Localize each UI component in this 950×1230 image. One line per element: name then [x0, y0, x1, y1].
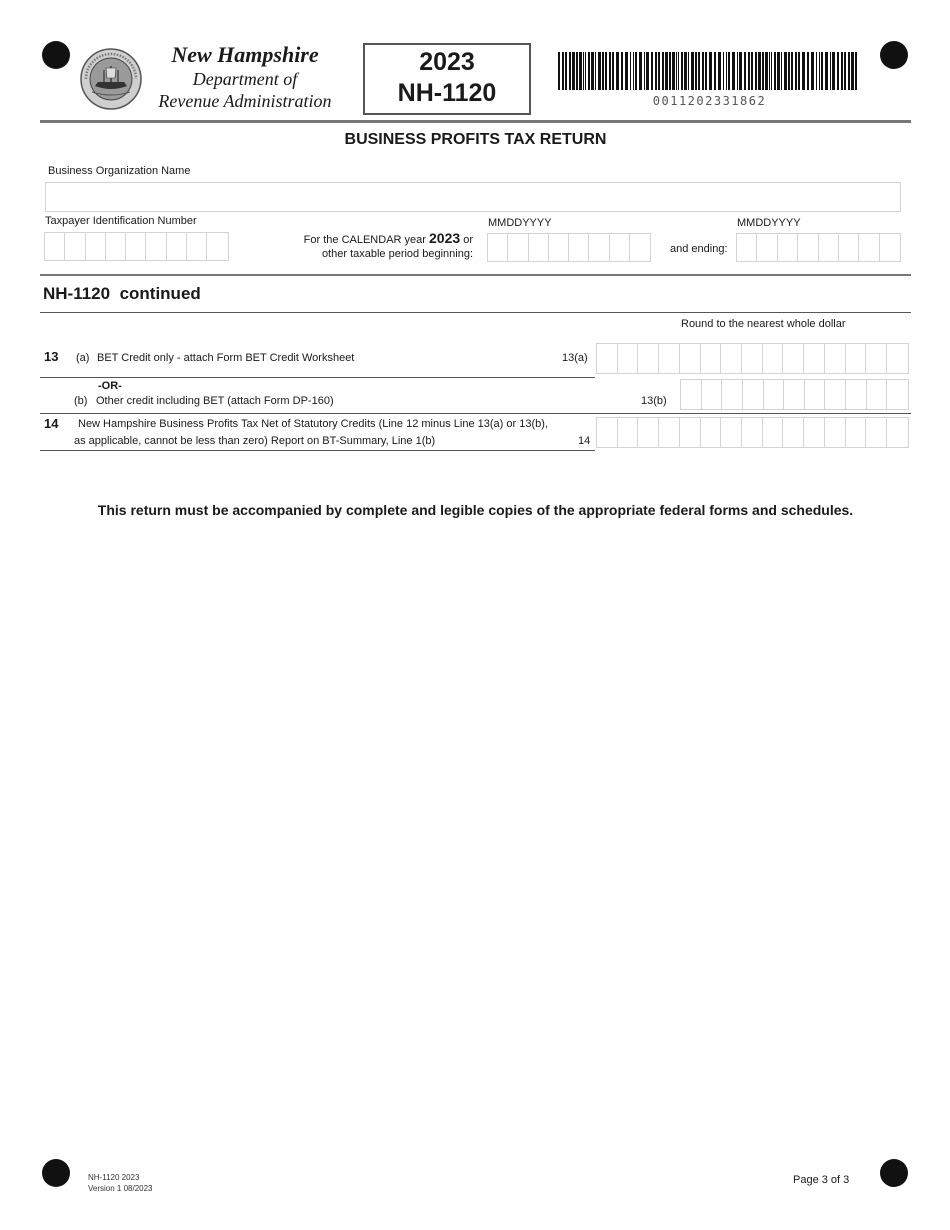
barcode-bar: [655, 52, 657, 90]
barcode-bar: [612, 52, 614, 90]
digit-cell: [680, 418, 701, 447]
barcode-bar: [802, 52, 805, 90]
digit-cell: [597, 344, 618, 373]
barcode-bar: [646, 52, 649, 90]
section-heading-form: NH-1120: [43, 284, 111, 303]
barcode: [558, 52, 861, 90]
agency-name: [140, 42, 350, 112]
barcode-bar: [819, 52, 820, 90]
barcode-bar: [771, 52, 772, 90]
line-13-or: -OR-: [98, 380, 122, 392]
digit-cell: [846, 418, 867, 447]
barcode-bar: [681, 52, 683, 90]
digit-cell: [804, 344, 825, 373]
fields-divider: [40, 274, 911, 276]
digit-cell: [680, 344, 701, 373]
department-line-2: Revenue Administration: [158, 91, 332, 111]
barcode-bar: [588, 52, 590, 90]
digit-cell: [825, 380, 846, 409]
line-13b-ref: 13(b): [641, 395, 667, 407]
department-line-1: Department of: [192, 69, 298, 89]
registration-mark-bottom-left: [42, 1159, 70, 1187]
barcode-bar: [726, 52, 727, 90]
barcode-bar: [811, 52, 814, 90]
barcode-bar: [748, 52, 750, 90]
state-seal-icon: [80, 48, 142, 110]
end-date-format: MMDDYYYY: [737, 217, 801, 229]
barcode-bar: [609, 52, 611, 90]
digit-cell: [866, 344, 887, 373]
barcode-bar: [665, 52, 668, 90]
barcode-bar: [795, 52, 797, 90]
digit-cell: [638, 344, 659, 373]
digit-cell: [846, 380, 867, 409]
line-14-text-1: New Hampshire Business Profits Tax Net of Statutory Credits (Line 12 minus Line 13(a) or 13(b),: [78, 418, 548, 430]
barcode-bar: [576, 52, 578, 90]
line-13b-underline: [40, 413, 911, 414]
form-id-box: [363, 43, 531, 115]
digit-cell: [846, 344, 867, 373]
end-date-field[interactable]: [736, 233, 901, 262]
barcode-bar: [709, 52, 712, 90]
digit-cell: [743, 380, 764, 409]
barcode-bar: [739, 52, 742, 90]
barcode-bar: [688, 52, 689, 90]
barcode-bar: [651, 52, 653, 90]
barcode-bar: [837, 52, 839, 90]
barcode-bar: [691, 52, 694, 90]
barcode-bar: [572, 52, 575, 90]
barcode-bar: [855, 52, 857, 90]
barcode-bar: [639, 52, 642, 90]
barcode-bar: [625, 52, 628, 90]
digit-cell: [721, 418, 742, 447]
barcode-bar: [672, 52, 675, 90]
calendar-text-post: or: [463, 234, 473, 246]
barcode-bar: [684, 52, 687, 90]
digit-cell: [618, 344, 639, 373]
line-13b-letter: (b): [74, 395, 88, 407]
barcode-bar: [633, 52, 634, 90]
registration-mark-bottom-right: [880, 1159, 908, 1187]
barcode-bar: [718, 52, 721, 90]
header-divider: [40, 120, 911, 123]
barcode-bar: [598, 52, 601, 90]
registration-mark-top-right: [880, 41, 908, 69]
barcode-bar: [714, 52, 716, 90]
barcode-bar: [678, 52, 679, 90]
digit-cell: [825, 418, 846, 447]
digit-cell: [804, 418, 825, 447]
barcode-bar: [844, 52, 846, 90]
barcode-bar: [705, 52, 707, 90]
rounding-note: Round to the nearest whole dollar: [681, 318, 846, 330]
line-13a-underline: [40, 377, 595, 378]
line-13a-letter: (a): [76, 352, 90, 364]
barcode-bar: [602, 52, 604, 90]
barcode-bar: [616, 52, 619, 90]
line-14-amount-field[interactable]: [596, 417, 909, 448]
line-13a-text: BET Credit only - attach Form BET Credit Worksheet: [97, 352, 355, 364]
barcode-bar: [565, 52, 567, 90]
footer-version: Version 1 08/2023: [88, 1184, 153, 1193]
barcode-bar: [662, 52, 664, 90]
barcode-bar: [595, 52, 596, 90]
barcode-bar: [621, 52, 623, 90]
barcode-bar: [669, 52, 671, 90]
barcode-bar: [830, 52, 831, 90]
page-number: Page 3 of 3: [793, 1174, 850, 1186]
barcode-bar: [777, 52, 780, 90]
digit-cell: [763, 418, 784, 447]
digit-cell: [783, 344, 804, 373]
barcode-bar: [695, 52, 697, 90]
line-13b-amount-field[interactable]: [680, 379, 909, 410]
barcode-bar: [825, 52, 828, 90]
barcode-bar: [737, 52, 738, 90]
line-13b-text: Other credit including BET (attach Form DP-160): [96, 395, 334, 407]
barcode-bar: [558, 52, 560, 90]
ending-label: and ending:: [670, 243, 728, 255]
barcode-bar: [765, 52, 768, 90]
line-13a-amount-field[interactable]: [596, 343, 909, 374]
barcode-bar: [744, 52, 746, 90]
digit-cell: [618, 418, 639, 447]
barcode-bar: [591, 52, 594, 90]
digit-cell: [722, 380, 743, 409]
form-title: BUSINESS PROFITS TAX RETURN: [344, 131, 607, 148]
line-14-ref: 14: [578, 435, 591, 447]
digit-cell: [742, 344, 763, 373]
barcode-bar: [751, 52, 753, 90]
footer-form-id: [88, 1172, 153, 1194]
barcode-bar: [774, 52, 776, 90]
barcode-bar: [702, 52, 704, 90]
calendar-year-text: [280, 230, 473, 248]
tin-label: Taxpayer Identification Number: [45, 215, 197, 227]
digit-cell: [681, 380, 702, 409]
barcode-bar: [769, 52, 770, 90]
digit-cell: [659, 344, 680, 373]
barcode-number: 0011202331862: [652, 94, 767, 108]
barcode-bar: [579, 52, 582, 90]
state-name: New Hampshire: [171, 42, 319, 67]
digit-cell: [701, 344, 722, 373]
barcode-bar: [807, 52, 809, 90]
digit-cell: [887, 344, 908, 373]
barcode-bar: [658, 52, 660, 90]
barcode-bar: [762, 52, 764, 90]
digit-cell: [702, 380, 723, 409]
barcode-bar: [781, 52, 782, 90]
registration-mark-top-left: [42, 41, 70, 69]
digit-cell: [887, 380, 908, 409]
barcode-bar: [635, 52, 637, 90]
footer-form-number: NH-1120 2023: [88, 1173, 140, 1182]
digit-cell: [701, 418, 722, 447]
barcode-bar: [841, 52, 843, 90]
digit-cell: [866, 418, 887, 447]
section-heading-suffix: continued: [119, 284, 201, 303]
begin-date-format: MMDDYYYY: [488, 217, 552, 229]
barcode-bar: [851, 52, 854, 90]
barcode-bar: [562, 52, 564, 90]
barcode-bar: [723, 52, 724, 90]
digit-cell: [887, 418, 908, 447]
barcode-bar: [848, 52, 850, 90]
barcode-bar: [676, 52, 677, 90]
digit-cell: [638, 418, 659, 447]
digit-cell: [783, 418, 804, 447]
barcode-bar: [816, 52, 817, 90]
line-14-underline: [40, 450, 595, 451]
line-13a-ref: 13(a): [562, 352, 588, 364]
attachment-notice: This return must be accompanied by complete and legible copies of the appropriate federal forms and schedules.: [97, 502, 854, 518]
digit-cell: [742, 418, 763, 447]
digit-cell: [763, 344, 784, 373]
barcode-bar: [784, 52, 787, 90]
digit-cell: [659, 418, 680, 447]
digit-cell: [825, 344, 846, 373]
barcode-bar: [788, 52, 790, 90]
digit-cell: [721, 344, 742, 373]
digit-cell: [784, 380, 805, 409]
org-name-label: Business Organization Name: [48, 165, 191, 177]
calendar-text-pre: For the CALENDAR year: [303, 234, 426, 246]
digit-cell: [867, 380, 888, 409]
barcode-bar: [798, 52, 800, 90]
barcode-bar: [583, 52, 584, 90]
barcode-bar: [644, 52, 645, 90]
org-name-field[interactable]: [45, 182, 901, 212]
barcode-bar: [569, 52, 571, 90]
form-year: 2023: [419, 48, 475, 76]
line-13-number: 13: [44, 349, 59, 364]
barcode-bar: [791, 52, 793, 90]
barcode-bar: [832, 52, 835, 90]
begin-date-field[interactable]: [487, 233, 651, 262]
digit-cell: [805, 380, 826, 409]
calendar-year: 2023: [429, 230, 461, 246]
digit-cell: [764, 380, 785, 409]
barcode-bar: [728, 52, 730, 90]
digit-cell: [597, 418, 618, 447]
section-divider: [40, 312, 911, 313]
barcode-bar: [821, 52, 823, 90]
period-begin-label: other taxable period beginning:: [321, 248, 473, 260]
barcode-bar: [585, 52, 586, 90]
barcode-bar: [630, 52, 631, 90]
section-heading: [43, 284, 201, 304]
line-14-text-2: as applicable, cannot be less than zero) Report on BT-Summary, Line 1(b): [74, 435, 436, 447]
tin-field[interactable]: [44, 232, 229, 261]
barcode-bar: [758, 52, 761, 90]
barcode-bar: [698, 52, 700, 90]
barcode-bar: [755, 52, 757, 90]
barcode-bar: [605, 52, 607, 90]
line-14-number: 14: [44, 416, 59, 431]
barcode-bar: [732, 52, 735, 90]
form-number: NH-1120: [397, 79, 497, 107]
